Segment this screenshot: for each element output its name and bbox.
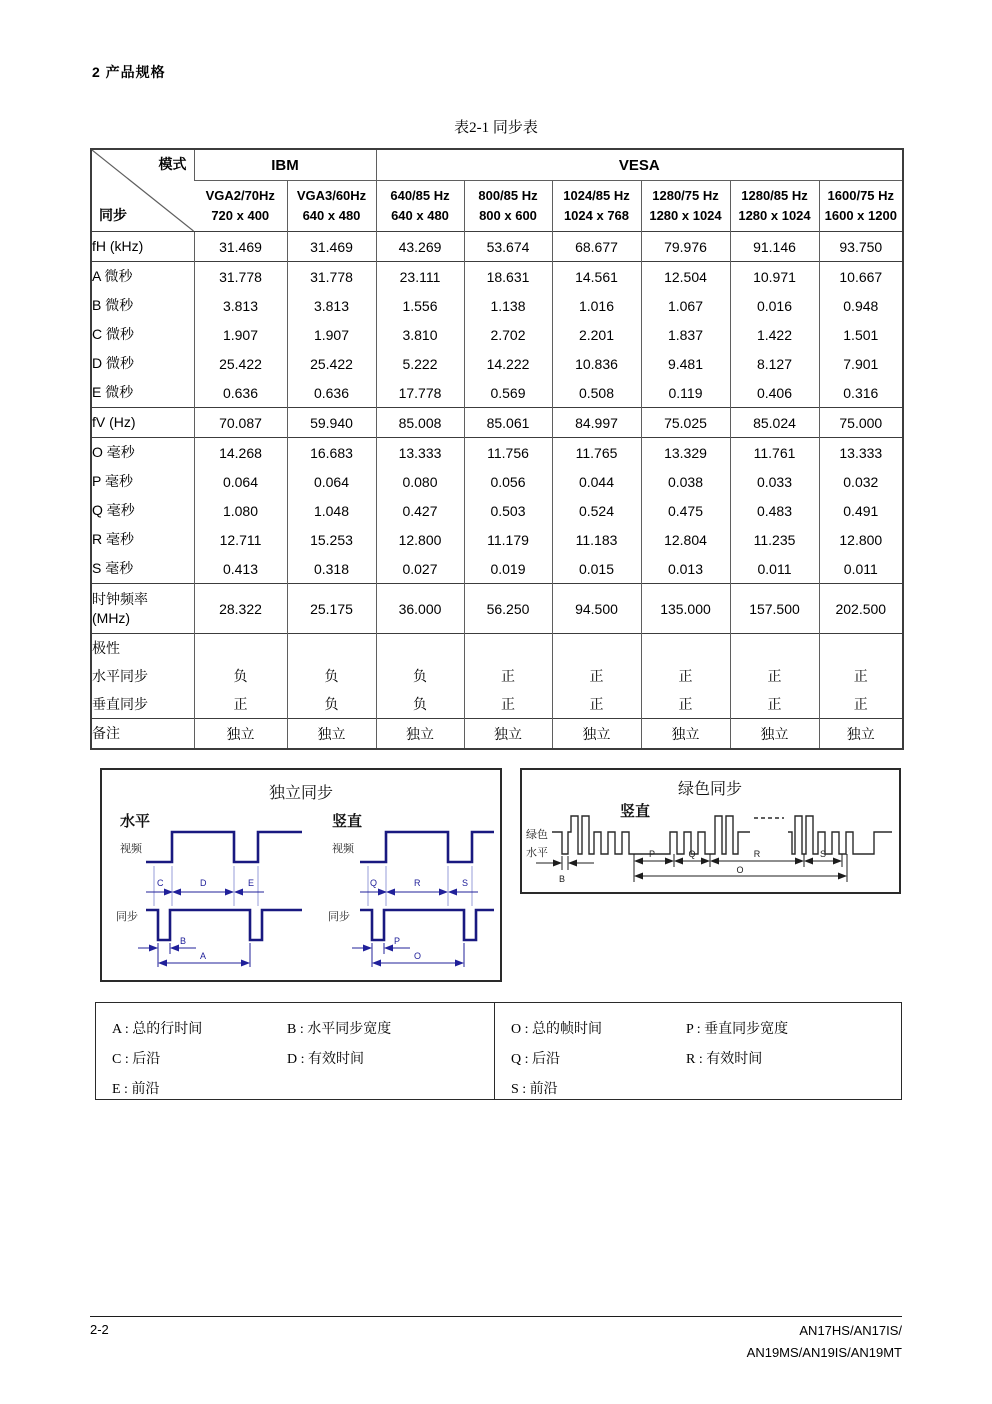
table-cell: 0.016 [730,291,819,320]
dim-s-label: S [819,849,827,859]
dimension-arrows-ba [138,943,250,967]
table-cell: 15.253 [287,525,376,554]
table-row [91,662,903,690]
mode-resolution: 1600 x 1200 [824,208,897,223]
table-cell: 正 [552,690,641,719]
table-row [91,408,903,438]
table-cell: 202.500 [819,584,903,634]
table-cell: 0.056 [464,467,552,496]
row-label: 水平同步 [92,667,148,684]
horizontal-label: 水平 [120,813,151,830]
table-row [91,378,903,408]
green-sync-diagram [522,770,899,892]
dim-r-label: R [753,849,761,859]
table-cell: 0.011 [819,554,903,584]
mode-column-header [730,181,819,232]
table-cell: 1.422 [730,320,819,349]
table-cell: 正 [730,662,819,690]
table-cell: 70.087 [194,408,287,438]
row-label: fV (Hz) [91,408,194,438]
dim-s-label: S [462,878,469,888]
table-cell: 157.500 [730,584,819,634]
table-cell: 1.907 [194,320,287,349]
row-label: 备注 [91,719,194,750]
row-label: R 毫秒 [92,531,134,548]
sync-waveform-horizontal [146,910,302,940]
table-cell: 56.250 [464,584,552,634]
legend-entry: C : 后沿 [112,1052,161,1067]
table-cell [819,634,903,663]
table-cell: 0.483 [730,496,819,525]
table-cell: 75.025 [641,408,730,438]
mode-name: 1280/75 Hz [652,187,719,203]
table-cell: 独立 [641,719,730,750]
table-row [91,496,903,525]
table-cell: 53.674 [464,232,552,262]
mode-name: 1280/85 Hz [741,187,808,203]
table-cell: 31.469 [287,232,376,262]
table-cell: 0.413 [194,554,287,584]
table-cell: 25.422 [287,349,376,378]
legend-entry: A : 总的行时间 [112,1022,203,1037]
dim-o-label: O [414,951,422,961]
table-cell [552,634,641,663]
table-cell: 0.019 [464,554,552,584]
table-cell: 0.038 [641,467,730,496]
table-cell: 0.064 [287,467,376,496]
separate-sync-title: 独立同步 [268,785,334,802]
table-cell: 负 [287,690,376,719]
table-cell [641,634,730,663]
table-cell: 31.778 [287,262,376,292]
row-label: D 微秒 [92,355,134,372]
dim-q-label: Q [370,878,378,888]
table-row [91,291,903,320]
table-cell: 1.138 [464,291,552,320]
table-cell: 0.033 [730,467,819,496]
row-label: Q 毫秒 [92,502,135,519]
legend-entry: E : 前沿 [112,1082,160,1097]
table-cell: 23.111 [376,262,464,292]
table-row [91,320,903,349]
table-cell: 0.027 [376,554,464,584]
table-cell: 93.750 [819,232,903,262]
header-group-row [91,149,903,181]
vertical-label: 竖直 [332,813,363,830]
table-row [91,719,903,750]
video-waveform-horizontal [146,832,302,862]
model-line: AN17HS/AN17IS/ [799,1323,902,1338]
table-cell: 31.469 [194,232,287,262]
separate-sync-diagram [102,770,500,980]
mode-column-header [819,181,903,232]
table-cell: 0.636 [194,378,287,408]
table-cell: 0.406 [730,378,819,408]
table-cell: 85.061 [464,408,552,438]
dim-b-label: B [558,874,566,884]
table-cell: 0.044 [552,467,641,496]
dim-d-label: D [200,878,207,888]
video-waveform-vertical [360,832,494,862]
page-number: 2-2 [90,1322,109,1337]
table-cell: 2.201 [552,320,641,349]
dim-c-label: C [157,878,164,888]
corner-sync-label: 同步 [99,207,127,223]
table-cell: 10.836 [552,349,641,378]
table-cell: 11.183 [552,525,641,554]
mode-name: VGA3/60Hz [296,187,367,203]
dim-r-label: R [414,878,421,888]
table-cell [287,634,376,663]
mode-resolution: 640 x 480 [302,208,361,223]
table-cell: 85.008 [376,408,464,438]
table-row [91,438,903,468]
table-cell: 正 [464,690,552,719]
mode-column-header [552,181,641,232]
mode-resolution: 1280 x 1024 [738,208,811,223]
column-group-ibm: IBM [194,149,376,181]
table-cell: 0.636 [287,378,376,408]
green-sync-diagram-box [520,768,901,894]
legend-right-cell [495,1003,901,1099]
dim-e-label: E [248,878,255,888]
table-cell: 85.024 [730,408,819,438]
footer-rule [90,1316,902,1317]
table-cell: 0.064 [194,467,287,496]
mode-name: 800/85 Hz [478,187,538,203]
table-cell: 0.569 [464,378,552,408]
table-cell: 0.475 [641,496,730,525]
row-label: fH (kHz) [91,232,194,262]
corner-cell [91,149,194,232]
table-cell: 独立 [552,719,641,750]
table-cell: 独立 [194,719,287,750]
dim-q-label: Q [688,849,696,859]
table-row [91,634,903,663]
video-label: 视频 [332,843,354,855]
table-cell: 1.556 [376,291,464,320]
table-cell: 正 [552,662,641,690]
table-cell: 负 [194,662,287,690]
table-cell: 31.778 [194,262,287,292]
green-label: 绿色 [526,829,548,841]
table-cell: 9.481 [641,349,730,378]
column-group-vesa: VESA [376,149,903,181]
table-cell: 正 [194,690,287,719]
mode-column-header [287,181,376,232]
sync-table-body [91,232,903,750]
table-cell: 0.503 [464,496,552,525]
table-cell: 正 [730,690,819,719]
table-row [91,554,903,584]
table-cell: 0.508 [552,378,641,408]
table-row [91,232,903,262]
table-cell: 正 [464,662,552,690]
table-cell: 0.427 [376,496,464,525]
row-label: 极性 [91,634,194,663]
mode-resolution: 800 x 600 [479,208,537,223]
table-cell: 正 [819,662,903,690]
table-cell: 独立 [464,719,552,750]
table-cell: 68.677 [552,232,641,262]
table-cell: 1.907 [287,320,376,349]
table-cell: 11.761 [730,438,819,468]
table-cell: 1.501 [819,320,903,349]
table-row [91,525,903,554]
table-cell: 94.500 [552,584,641,634]
table-cell: 13.333 [819,438,903,468]
table-cell: 16.683 [287,438,376,468]
sync-label: 同步 [328,911,350,923]
green-sync-title: 绿色同步 [677,781,743,798]
table-cell: 12.711 [194,525,287,554]
timing-legend-box [95,1002,902,1100]
mode-resolution: 640 x 480 [391,208,449,223]
row-label: P 毫秒 [92,473,133,490]
separate-sync-diagram-box [100,768,502,982]
table-cell: 0.316 [819,378,903,408]
section-header: 2 产品规格 [92,64,166,80]
table-cell: 负 [376,690,464,719]
table-cell: 独立 [376,719,464,750]
legend-left-cell [96,1003,495,1099]
table-cell: 负 [376,662,464,690]
table-cell: 59.940 [287,408,376,438]
table-cell: 0.491 [819,496,903,525]
table-cell: 负 [287,662,376,690]
dimension-arrows-po [352,943,464,967]
table-cell [194,634,287,663]
vertical-label: 竖直 [620,803,651,820]
corner-mode-label: 模式 [158,156,187,172]
table-cell [376,634,464,663]
table-cell: 25.175 [287,584,376,634]
row-label: E 微秒 [92,384,134,401]
table-title: 表2-1 同步表 [454,120,538,136]
dim-a-label: A [200,951,207,961]
composite-sync-waveform-right [788,816,892,854]
table-cell: 14.268 [194,438,287,468]
table-cell: 1.016 [552,291,641,320]
table-cell: 11.179 [464,525,552,554]
mode-column-header [464,181,552,232]
row-label: O 毫秒 [91,438,194,468]
row-label: 时钟频率 (MHz) [91,584,194,634]
dim-b-label: B [180,936,187,946]
table-cell: 1.048 [287,496,376,525]
table-cell: 1.080 [194,496,287,525]
table-cell: 10.971 [730,262,819,292]
table-cell: 0.011 [730,554,819,584]
table-cell: 1.067 [641,291,730,320]
table-cell: 独立 [287,719,376,750]
mode-resolution: 1024 x 768 [563,208,630,223]
sync-waveform-vertical [360,910,494,940]
table-cell [730,634,819,663]
dim-o-label: O [736,865,744,875]
legend-entry: O : 总的帧时间 [511,1022,602,1037]
legend-entry: P : 垂直同步宽度 [686,1022,789,1037]
table-cell: 0.032 [819,467,903,496]
table-cell: 25.422 [194,349,287,378]
legend-entry: R : 有效时间 [686,1052,763,1067]
dim-p-label: P [648,849,656,859]
legend-entry: S : 前沿 [511,1082,558,1097]
table-cell: 18.631 [464,262,552,292]
table-cell: 3.810 [376,320,464,349]
table-cell [464,634,552,663]
mode-resolution: 720 x 400 [211,208,270,223]
mode-name: 1600/75 Hz [827,187,895,203]
video-label: 视频 [120,843,142,855]
table-cell: 3.813 [287,291,376,320]
table-cell: 0.013 [641,554,730,584]
row-label: A 微秒 [91,262,194,292]
table-cell: 91.146 [730,232,819,262]
mode-column-header [376,181,464,232]
mode-resolution: 1280 x 1024 [649,208,722,223]
mode-name: 640/85 Hz [390,187,450,203]
sync-table [90,148,904,750]
table-cell: 3.813 [194,291,287,320]
model-line: AN19MS/AN19IS/AN19MT [746,1345,902,1361]
table-cell: 14.561 [552,262,641,292]
table-cell: 79.976 [641,232,730,262]
table-row [91,584,903,634]
table-cell: 11.765 [552,438,641,468]
row-label: S 毫秒 [92,560,134,577]
table-row [91,262,903,292]
table-cell: 0.318 [287,554,376,584]
table-cell: 0.080 [376,467,464,496]
table-cell: 28.322 [194,584,287,634]
model-numbers [492,1320,902,1364]
mode-column-header [194,181,287,232]
table-cell: 75.000 [819,408,903,438]
table-cell: 10.667 [819,262,903,292]
table-cell: 5.222 [376,349,464,378]
row-label: 垂直同步 [92,695,148,712]
table-cell: 13.333 [376,438,464,468]
mode-name: 1024/85 Hz [563,187,630,203]
legend-entry: B : 水平同步宽度 [287,1022,392,1037]
table-cell: 0.119 [641,378,730,408]
table-cell: 正 [641,690,730,719]
mode-name: VGA2/70Hz [205,187,275,203]
table-row [91,467,903,496]
table-cell: 12.504 [641,262,730,292]
table-cell: 0.524 [552,496,641,525]
table-cell: 8.127 [730,349,819,378]
table-cell: 独立 [730,719,819,750]
table-cell: 0.948 [819,291,903,320]
table-cell: 1.837 [641,320,730,349]
legend-entry: D : 有效时间 [287,1052,364,1067]
table-cell: 正 [819,690,903,719]
table-cell: 43.269 [376,232,464,262]
header-mode-row [91,181,903,232]
table-cell: 13.329 [641,438,730,468]
table-cell: 12.800 [819,525,903,554]
table-cell: 135.000 [641,584,730,634]
dim-p-label: P [394,936,401,946]
table-cell: 84.997 [552,408,641,438]
table-cell: 12.800 [376,525,464,554]
sync-label: 同步 [116,911,138,923]
table-cell: 11.235 [730,525,819,554]
table-cell: 12.804 [641,525,730,554]
table-cell: 独立 [819,719,903,750]
table-cell: 2.702 [464,320,552,349]
table-cell: 14.222 [464,349,552,378]
horizontal-label: 水平 [526,847,548,859]
table-cell: 0.015 [552,554,641,584]
row-label: B 微秒 [92,297,134,314]
mode-column-header [641,181,730,232]
table-cell: 17.778 [376,378,464,408]
legend-entry: Q : 后沿 [511,1052,560,1067]
table-row [91,690,903,719]
table-row [91,349,903,378]
table-cell: 36.000 [376,584,464,634]
row-label: C 微秒 [92,326,134,343]
table-cell: 正 [641,662,730,690]
table-cell: 11.756 [464,438,552,468]
table-cell: 7.901 [819,349,903,378]
